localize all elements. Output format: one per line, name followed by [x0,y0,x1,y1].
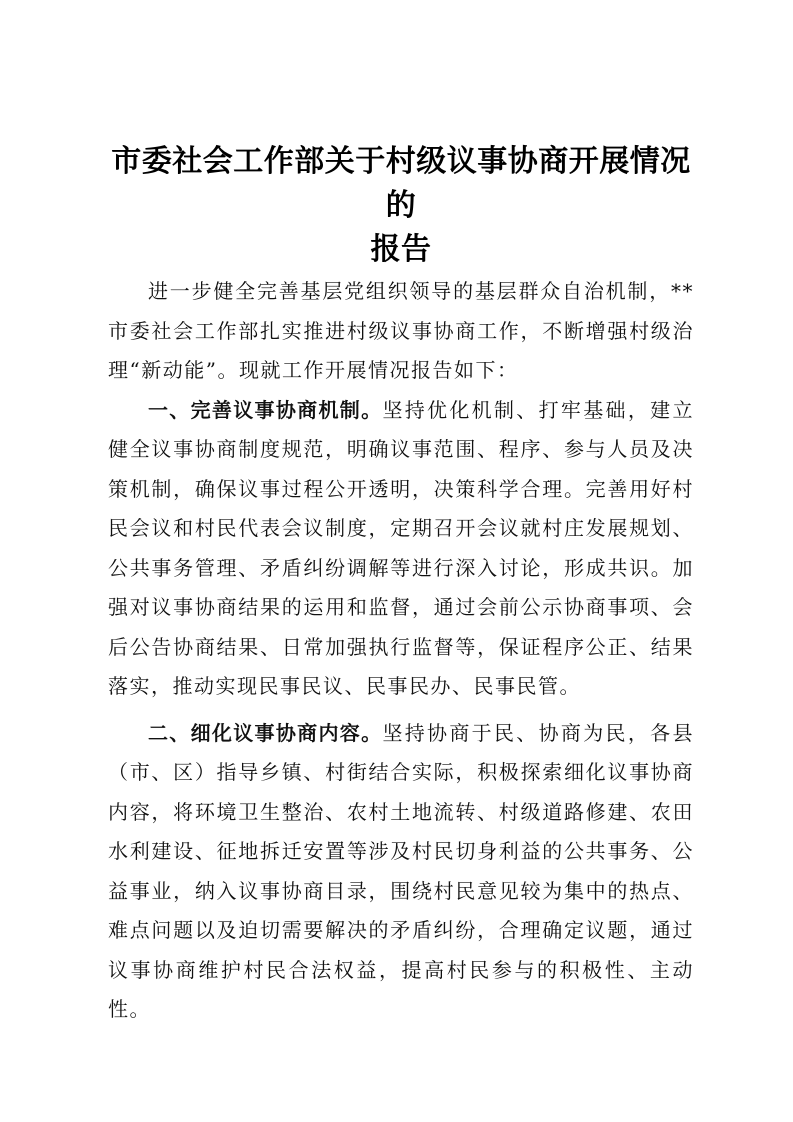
document-title-line-1: 市委社会工作部关于村级议事协商开展情况的 [111,144,691,223]
section-1-paragraph [108,391,694,707]
section-2-paragraph [108,714,694,1030]
section-2-body: 坚持协商于民、协商为民，各县（市、区）指导乡镇、村街结合实际，积极探索细化议事协商内容，将环境卫生整治、农村土地流转、村级道路修建、农田水利建设、征地拆迁安置等涉及村民切身利益的公共事务、公益事业，纳入议事协商目录，围绕村民意见较为集中的热点、难点问题以及迫切需要解决的矛盾纠纷，合理确定议题，通过议事协商维护村民合法权益，提高村民参与的积极性、主动性。 [108,720,694,1021]
section-1-heading: 一、完善议事协商机制。 [148,397,383,422]
intro-paragraph: 进一步健全完善基层党组织领导的基层群众自治机制，**市委社会工作部扎实推进村级议事协商工作，不断增强村级治理“新动能”。现就工作开展情况报告如下： [108,279,694,382]
document-title [108,140,694,272]
document-page [108,140,694,1030]
section-1-body: 坚持优化机制、打牢基础，建立健全议事协商制度规范，明确议事范围、程序、参与人员及决策机制，确保议事过程公开透明，决策科学合理。完善用好村民会议和村民代表会议制度，定期召开会议就村庄发展规划、公共事务管理、矛盾纠纷调解等进行深入讨论，形成共识。加强对议事协商结果的运用和监督，通过会前公示协商事项、会后公告协商结果、日常加强执行监督等，保证程序公正、结果落实，推动实现民事民议、民事民办、民事民管。 [108,397,694,698]
document-title-line-2: 报告 [370,232,432,267]
section-2-heading: 二、细化议事协商内容。 [148,720,383,745]
